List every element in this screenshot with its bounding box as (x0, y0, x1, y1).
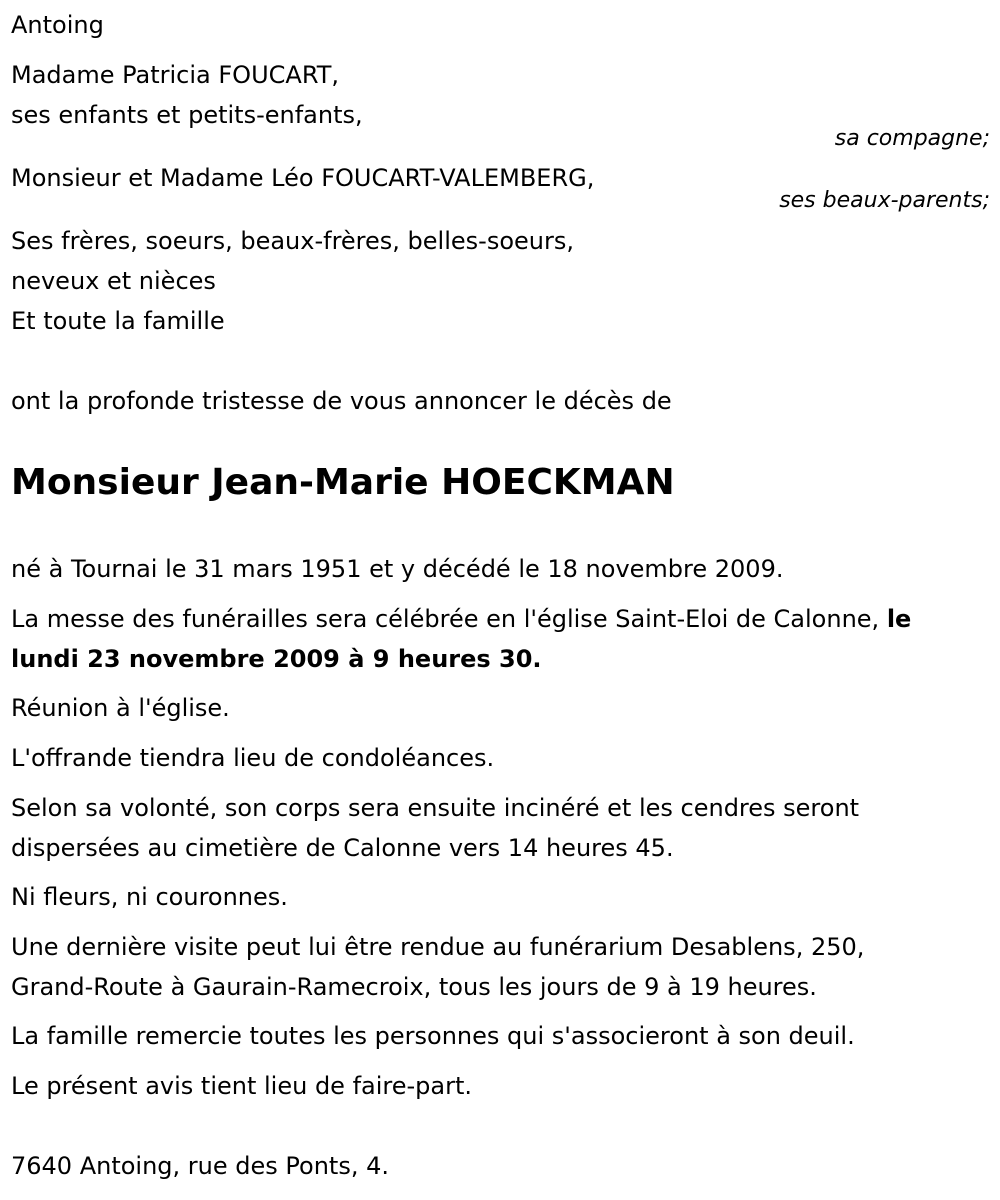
whole-family: Et toute la famille (11, 307, 225, 335)
town-heading: Antoing (11, 11, 104, 39)
mass-day-prefix: le (886, 605, 912, 633)
mass-datetime: lundi 23 novembre 2009 à 9 heures 30. (11, 645, 542, 673)
cremation-line-2: dispersées au cimetière de Calonne vers 14 heures 45. (11, 834, 674, 862)
mass-line-2 (11, 639, 542, 679)
thanks-line: La famille remercie toutes les personnes qui s'associeront à son deuil. (11, 1022, 855, 1050)
siblings-line-2: neveux et nièces (11, 267, 216, 295)
offering-line: L'offrande tiendra lieu de condoléances. (11, 744, 495, 772)
inlaws-relation: ses beaux-parents; (779, 188, 990, 213)
visit-line-2: Grand-Route à Gaurain-Ramecroix, tous les jours de 9 à 19 heures. (11, 973, 817, 1001)
deceased-name: Monsieur Jean-Marie HOECKMAN (11, 462, 675, 503)
notice-line: Le présent avis tient lieu de faire-part. (11, 1072, 473, 1100)
partner-relation: sa compagne; (834, 126, 990, 151)
cremation-line-1: Selon sa volonté, son corps sera ensuite incinéré et les cendres seront (11, 794, 860, 822)
address-line: 7640 Antoing, rue des Ponts, 4. (11, 1152, 389, 1180)
mass-text: La messe des funérailles sera célébrée en l'église Saint-Eloi de Calonne, (11, 605, 887, 633)
visit-line-1: Une dernière visite peut lui être rendue au funérarium Desablens, 250, (11, 933, 865, 961)
siblings-line-1: Ses frères, soeurs, beaux-frères, belles-soeurs, (11, 227, 574, 255)
partner-name: Madame Patricia FOUCART, (11, 61, 340, 89)
no-flowers-line: Ni fleurs, ni couronnes. (11, 883, 288, 911)
meeting-line: Réunion à l'église. (11, 694, 230, 722)
announcement-intro: ont la profonde tristesse de vous annoncer le décès de (11, 387, 672, 415)
partner-children: ses enfants et petits-enfants, (11, 101, 363, 129)
birth-death-line: né à Tournai le 31 mars 1951 et y décédé le 18 novembre 2009. (11, 555, 784, 583)
inlaws-name: Monsieur et Madame Léo FOUCART-VALEMBERG, (11, 164, 595, 192)
mass-line-1 (11, 599, 911, 639)
